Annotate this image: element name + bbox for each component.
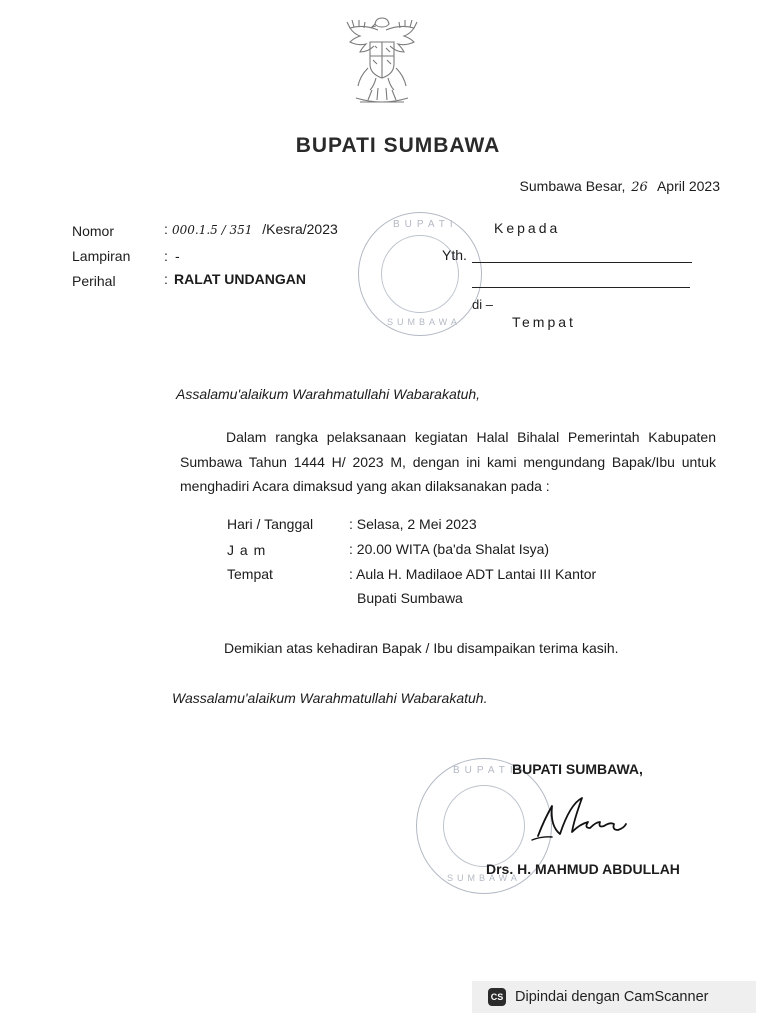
jam-label: J a m xyxy=(227,542,266,558)
yth-label: Yth. xyxy=(442,247,467,263)
camscanner-logo-icon: CS xyxy=(488,988,506,1006)
date-place: Sumbawa Besar, xyxy=(519,178,626,194)
addressee-line-1 xyxy=(472,262,692,263)
nomor-label: Nomor xyxy=(72,223,115,239)
stamp-sig-top-text: BUPATI xyxy=(453,765,518,776)
nomor-value xyxy=(172,221,338,237)
addressee-line-2 xyxy=(472,287,690,288)
perihal-label: Perihal xyxy=(72,273,116,289)
stamp-top-text: BUPATI xyxy=(393,219,458,230)
farewell-text: Wassalamu'alaikum Warahmatullahi Wabarakatuh. xyxy=(172,690,488,706)
closing-text: Demikian atas kehadiran Bapak / Ibu disampaikan terima kasih. xyxy=(224,640,619,656)
lampiran-colon: : xyxy=(164,248,168,264)
lampiran-label: Lampiran xyxy=(72,248,131,264)
camscanner-badge xyxy=(472,981,756,1013)
tempat-label: Tempat xyxy=(512,314,576,330)
signatory-name: Drs. H. MAHMUD ABDULLAH xyxy=(486,861,680,877)
nomor-suffix: /Kesra/2023 xyxy=(262,221,338,237)
nomor-handwritten: 000.1.5 / 351 xyxy=(172,223,253,237)
body-paragraph-text: Dalam rangka pelaksanaan kegiatan Halal Bihalal Pemerintah Kabupaten Sumbawa Tahun 1444 H/ 2023 M, dengan ini kami mengundang Bapak/Ibu untuk menghadiri Acara dimaksud yang akan dilaksanakan pada : xyxy=(180,429,716,494)
stamp-sig-bottom-text: SUMBAWA xyxy=(447,873,521,883)
letterhead-title: BUPATI SUMBAWA xyxy=(295,134,501,157)
signatory-title: BUPATI SUMBAWA, xyxy=(512,761,643,777)
handwritten-signature xyxy=(530,796,640,856)
date-month-year: April 2023 xyxy=(656,178,720,194)
hari-value: : Selasa, 2 Mei 2023 xyxy=(349,516,477,532)
perihal-colon: : xyxy=(164,271,168,287)
tempat-detail-value: : Aula H. Madilaoe ADT Lantai III Kantor xyxy=(349,566,597,582)
hari-label: Hari / Tanggal xyxy=(227,516,314,532)
camscanner-text: Dipindai dengan CamScanner xyxy=(515,989,709,1005)
lampiran-value: - xyxy=(175,248,180,264)
jam-value: : 20.00 WITA (ba'da Shalat Isya) xyxy=(349,541,550,557)
stamp-bottom-text: SUMBAWA xyxy=(387,317,461,327)
kepada-label: Kepada xyxy=(494,220,561,236)
di-label: di – xyxy=(472,297,493,312)
nomor-colon: : xyxy=(164,221,168,237)
tempat-detail-label: Tempat xyxy=(227,566,273,582)
date-day: 26 xyxy=(631,180,648,195)
tempat-detail-value-2: Bupati Sumbawa xyxy=(357,590,463,606)
body-paragraph xyxy=(180,425,716,499)
perihal-value: RALAT UNDANGAN xyxy=(174,271,306,287)
greeting: Assalamu'alaikum Warahmatullahi Wabarakatuh, xyxy=(176,386,481,402)
garuda-emblem-icon xyxy=(342,12,422,112)
official-stamp-top xyxy=(358,212,482,336)
date-line xyxy=(520,178,720,195)
